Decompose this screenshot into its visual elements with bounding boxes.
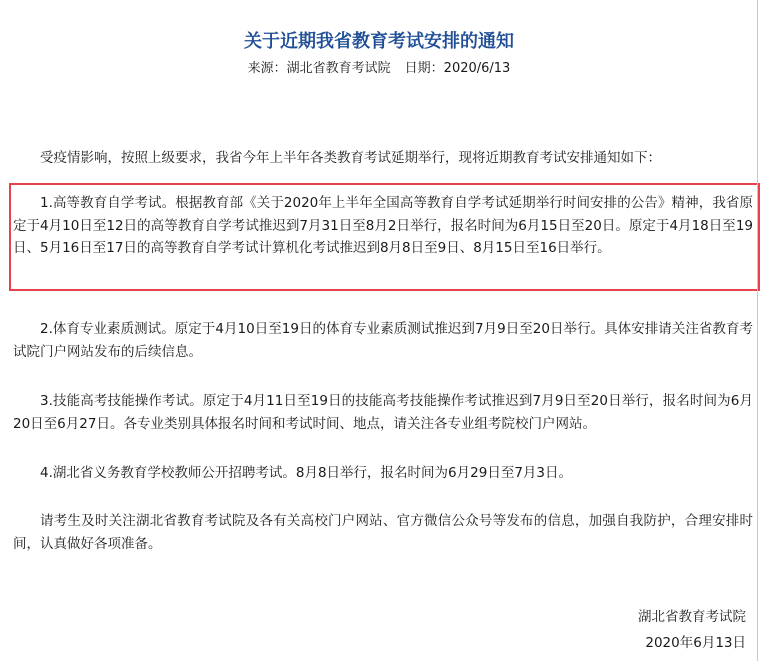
notice-title: 关于近期我省教育考试安排的通知 — [244, 31, 514, 52]
notice-meta — [0, 60, 758, 78]
item-self-study-exam: 1.高等教育自学考试。根据教育部《关于2020年上半年全国高等教育自学考试延期举行时间安排的公告》精神，我省原定于4月10日至12日的高等教育自学考试推迟到7月31日至8月2日举行，报名时间为6月15日至20日。原定于4月18日至19日、5月16日至17日的高等教育自学考试计算机化考试推迟到8月8日至9日、8月15日至16日举行。 — [13, 195, 753, 256]
source-label: 来源：湖北省教育考试院 — [247, 61, 391, 76]
page-edge-divider — [757, 0, 758, 661]
signature-date: 2020年6月13日 — [645, 635, 746, 651]
signature-org: 湖北省教育考试院 — [638, 609, 746, 625]
intro-paragraph: 受疫情影响，按照上级要求，我省今年上半年各类教育考试延期举行，现将近期教育考试安排通知如下： — [40, 150, 661, 166]
date-label: 日期：2020/6/13 — [404, 61, 511, 76]
closing-paragraph: 请考生及时关注湖北省教育考试院及各有关高校门户网站、官方微信公众号等发布的信息，加强自我防护，合理安排时间，认真做好各项准备。 — [13, 513, 753, 552]
item-skills-exam: 3.技能高考技能操作考试。原定于4月11日至19日的技能高考技能操作考试推迟到7月9日至20日举行，报名时间为6月20日至6月27日。各专业类别具体报名时间和考试时间、地点，请关注各专业组考院校门户网站。 — [13, 393, 753, 432]
item-teacher-recruitment: 4.湖北省义务教育学校教师公开招聘考试。8月8日举行，报名时间为6月29日至7月3日。 — [40, 465, 573, 481]
item-sports-test: 2.体育专业素质测试。原定于4月10日至19日的体育专业素质测试推迟到7月9日至20日举行。具体安排请关注省教育考试院门户网站发布的后续信息。 — [13, 321, 753, 360]
